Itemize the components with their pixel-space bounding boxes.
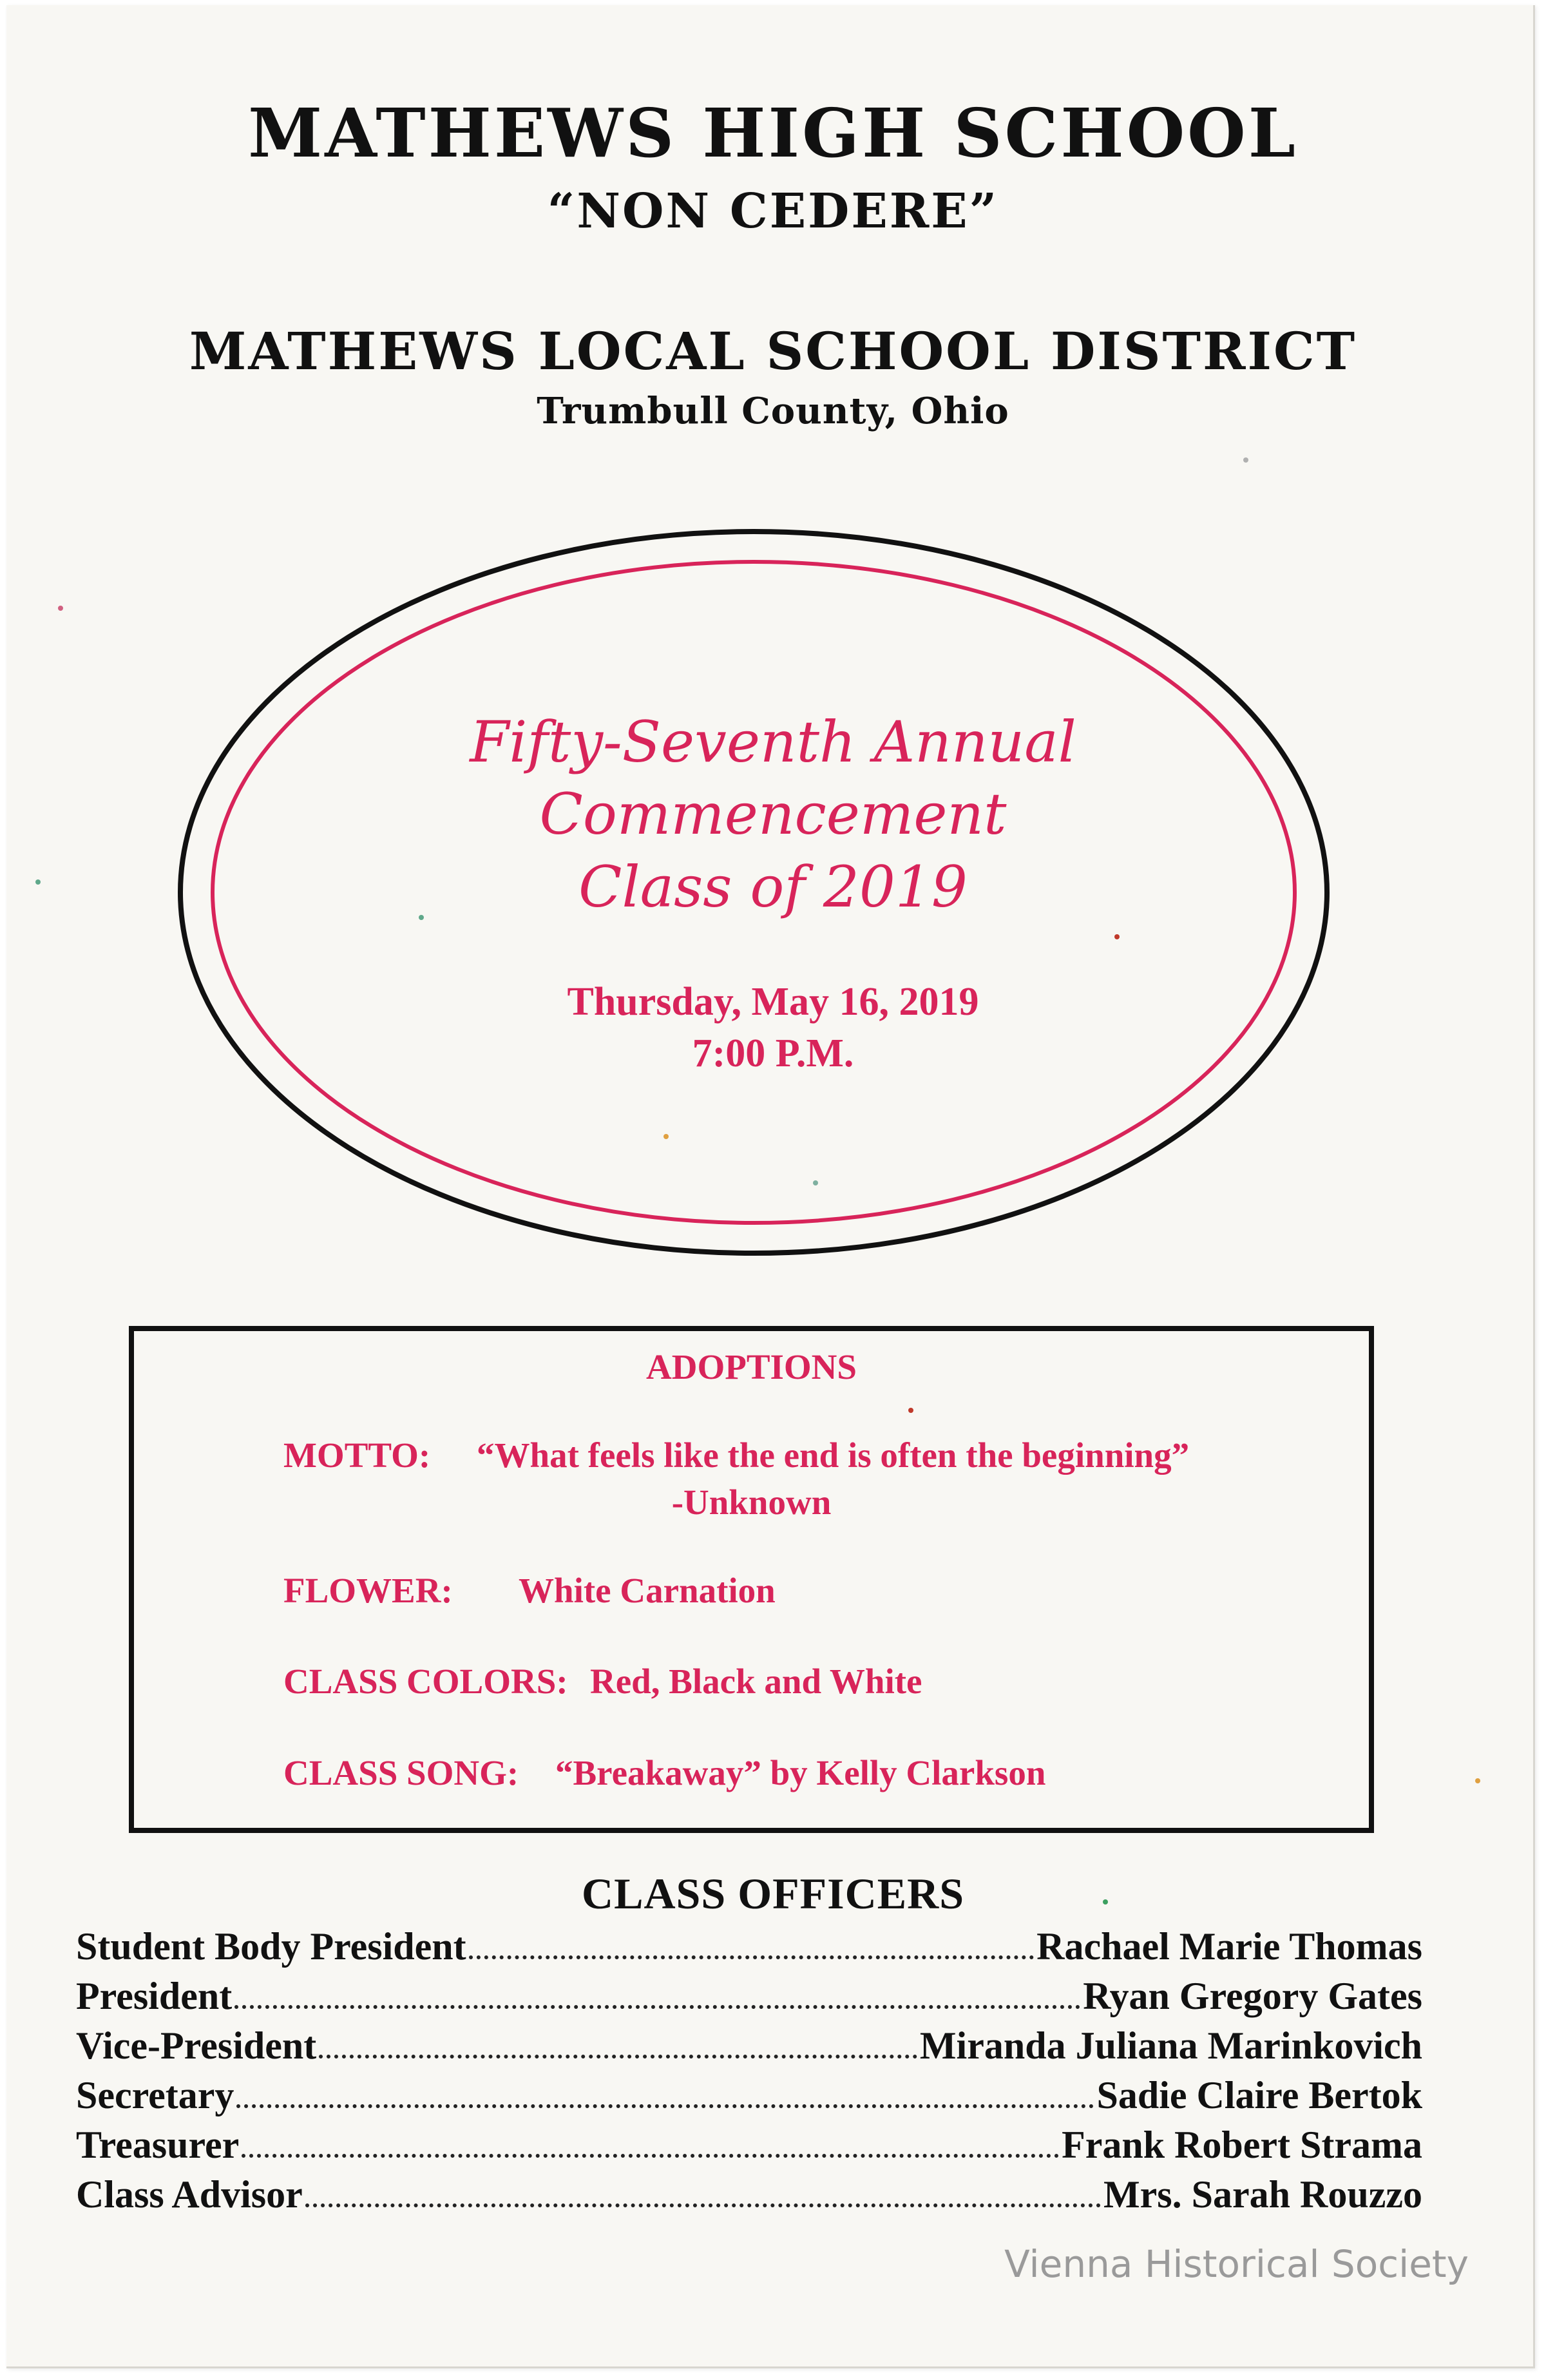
officer-row	[76, 2123, 1422, 2173]
officer-name: Sadie Claire Bertok	[1096, 2074, 1422, 2116]
officer-title: Class Advisor	[76, 2173, 303, 2216]
officer-title: Secretary	[76, 2074, 234, 2116]
class-colors-label: CLASS COLORS:	[283, 1662, 568, 1701]
officer-name: Frank Robert Strama	[1062, 2124, 1422, 2166]
dot-leader	[305, 2203, 1101, 2207]
class-officers-heading: CLASS OFFICERS	[581, 1869, 965, 1918]
motto-label: MOTTO:	[283, 1435, 431, 1475]
adoptions-heading: ADOPTIONS	[646, 1347, 857, 1387]
officer-row	[76, 2073, 1422, 2123]
flower-label: FLOWER:	[283, 1571, 453, 1610]
officer-row	[76, 1974, 1422, 2024]
commencement-date: Thursday, May 16, 2019	[567, 980, 979, 1024]
dot-leader	[236, 2104, 1094, 2108]
dot-leader	[469, 1955, 1035, 1959]
school-name: MATHEWS HIGH SCHOOL	[248, 93, 1298, 173]
class-colors-value: Red, Black and White	[590, 1662, 922, 1701]
motto-value: “What feels like the end is often the beginning”	[477, 1435, 1190, 1475]
class-song-value: “Breakaway” by Kelly Clarkson	[555, 1753, 1046, 1792]
officer-name: Miranda Juliana Marinkovich	[919, 2024, 1422, 2067]
commencement-time: 7:00 P.M.	[692, 1032, 854, 1075]
motto-author: -Unknown	[671, 1483, 832, 1522]
watermark-text: Vienna Historical Society	[1004, 2242, 1469, 2286]
officer-title: President	[76, 1975, 233, 2017]
officer-row	[76, 2024, 1422, 2073]
officer-row	[76, 2173, 1422, 2222]
officer-row	[76, 1924, 1422, 1974]
dot-leader	[234, 2005, 1080, 2009]
flower-value: White Carnation	[519, 1571, 776, 1610]
dot-leader	[319, 2055, 917, 2059]
class-officers-list	[76, 1924, 1422, 2222]
officer-name: Ryan Gregory Gates	[1083, 1975, 1422, 2017]
commencement-title-line2: Commencement	[539, 781, 1007, 847]
county-state: Trumbull County, Ohio	[537, 390, 1009, 432]
officer-title: Vice-President	[76, 2024, 317, 2067]
school-motto: “NON CEDERE”	[547, 184, 999, 239]
dot-leader	[242, 2154, 1059, 2158]
officer-name: Mrs. Sarah Rouzzo	[1103, 2173, 1422, 2216]
school-district: MATHEWS LOCAL SCHOOL DISTRICT	[189, 321, 1357, 381]
officer-title: Student Body President	[76, 1925, 466, 1968]
officer-name: Rachael Marie Thomas	[1036, 1925, 1422, 1968]
commencement-title-line3: Class of 2019	[578, 854, 968, 920]
commencement-title-line1: Fifty-Seventh Annual	[470, 709, 1076, 775]
officer-title: Treasurer	[76, 2124, 240, 2166]
class-song-label: CLASS SONG:	[283, 1753, 519, 1792]
